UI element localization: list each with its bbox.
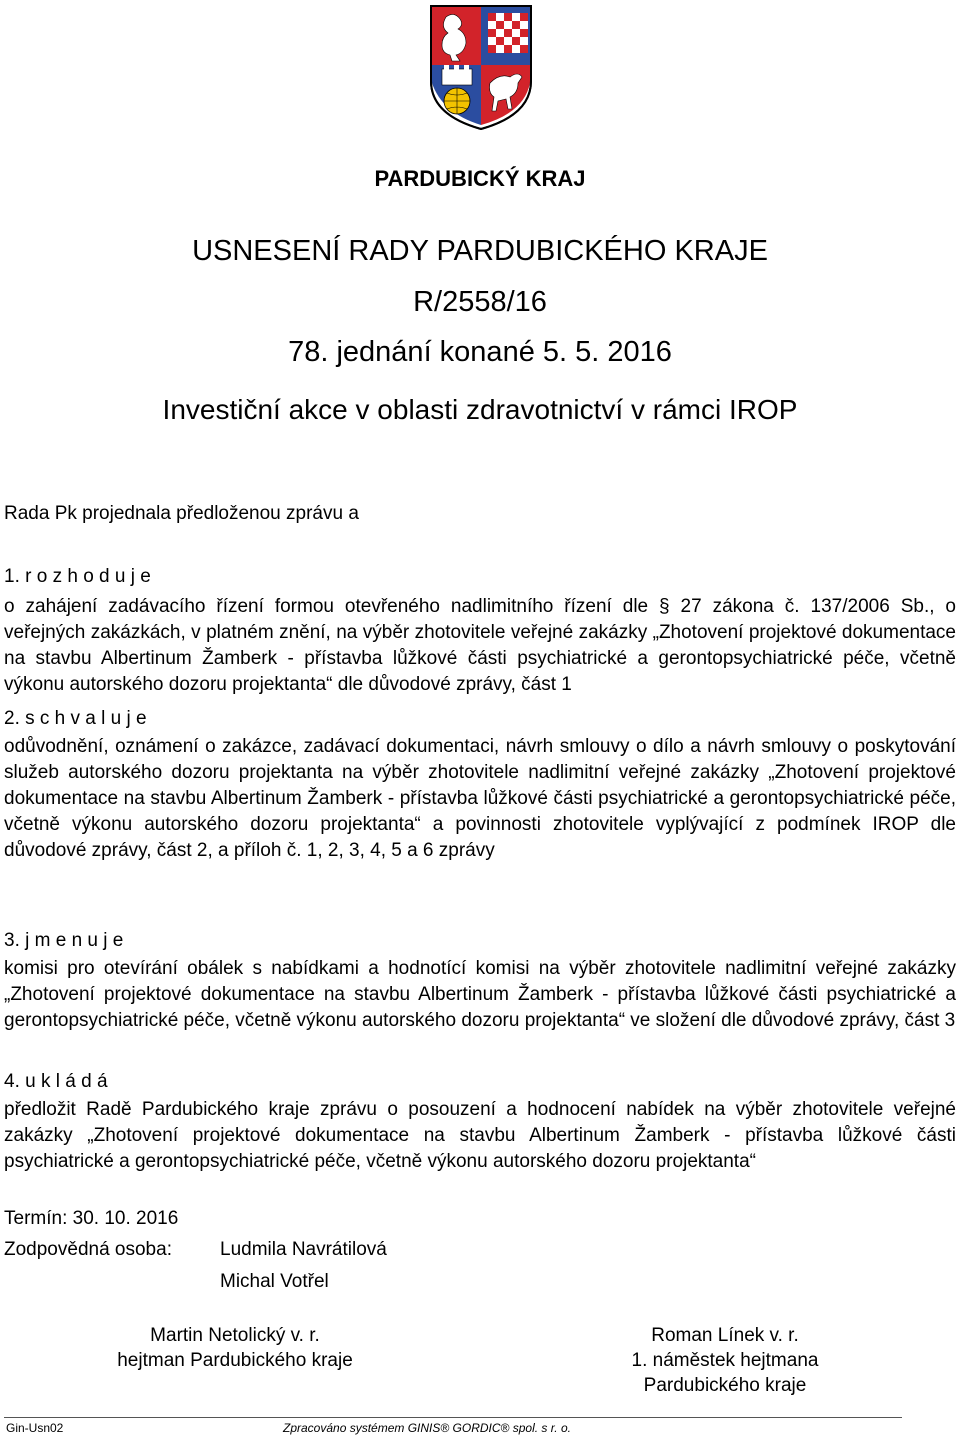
signatory-role: hejtman Pardubického kraje [117,1350,353,1371]
signature-right [560,1323,890,1398]
meeting-date: 78. jednání konané 5. 5. 2016 [288,336,672,368]
item-4-text: předložit Radě Pardubického kraje zprávu o posouzení a hodnocení nabídek na výběr zhotovitele veřejné zakázky „Zhotovení projektové dokumentace na stavbu Albertinum Žamberk - přístavba lůžkové části psychiatrické a gerontopsychiatrické péče, včetně výkonu autorského dozoru projektanta“ [4,1099,956,1172]
item-2-text: odůvodnění, oznámení o zakázce, zadávací dokumentaci, návrh smlouvy o dílo a návrh smlouvy o poskytování služeb autorského dozoru projektanta na výběr zhotovitele nadlimitní veřejné zakázky „Zhotovení projektové dokumentace na stavbu Albertinum Žamberk - přístavba lůžkové části psychiatrické a gerontopsychiatrické péče, včetně výkonu autorského dozoru projektanta“ a povinnosti zhotovitele vyplývající z podmínek IROP dle důvodové zprávy, část 2, a příloh č. 1, 2, 3, 4, 5 a 6 zprávy [4,736,956,861]
signatory-role: Pardubického kraje [643,1375,807,1396]
item-1-heading: 1. r o z h o d u j e [4,566,151,587]
responsible-name: Michal Votřel [220,1271,329,1292]
item-3-heading: 3. j m e n u j e [4,930,124,951]
signatory-name: Roman Línek v. r. [651,1325,799,1346]
lead-sentence: Rada Pk projednala předloženou zprávu a [4,503,359,524]
signatory-role: 1. náměstek hejtmana [631,1350,819,1371]
item-1-text: o zahájení zadávacího řízení formou otevřeného nadlimitního řízení dle § 27 zákona č. 137/2006 Sb., o veřejných zakázkách, v platném znění, na výběr zhotovitele veřejné zakázky „Zhotovení projektové dokumentace na stavbu Albertinum Žamberk - přístavba lůžkové části psychiatrické a gerontopsychiatrické péče, včetně výkonu autorského dozoru projektanta“ dle důvodové zprávy, část 1 [4,596,956,695]
responsible-label: Zodpovědná osoba: [4,1239,172,1260]
signature-left [70,1323,400,1373]
document-title: USNESENÍ RADY PARDUBICKÉHO KRAJE [192,235,768,267]
item-2-heading: 2. s c h v a l u j e [4,708,147,729]
footer-code: Gin-Usn02 [6,1421,64,1435]
footer-divider [4,1417,902,1418]
region-name: PARDUBICKÝ KRAJ [374,166,586,191]
responsible-name: Ludmila Navrátilová [220,1239,387,1260]
item-3-text: komisi pro otevírání obálek s nabídkami a hodnotící komisi na výběr zhotovitele nadlimitní veřejné zakázky „Zhotovení projektové dokumentace na stavbu Albertinum Žamberk - přístavba lůžkové části psychiatrické a gerontopsychiatrické péče, včetně výkonu autorského dozoru projektanta“ ve složení dle důvodové zprávy, část 3 [4,958,956,1031]
footer-system-note: Zpracováno systémem GINIS® GORDIC® spol. s r. o. [283,1421,571,1435]
responsible-names [220,1237,387,1301]
resolution-number: R/2558/16 [413,286,547,318]
pardubice-region-coat-of-arms-icon [428,3,534,131]
signatory-name: Martin Netolický v. r. [150,1325,320,1346]
deadline: Termín: 30. 10. 2016 [4,1208,179,1229]
resolution-subject: Investiční akce v oblasti zdravotnictví v rámci IROP [162,394,798,425]
item-4-heading: 4. u k l á d á [4,1071,108,1092]
